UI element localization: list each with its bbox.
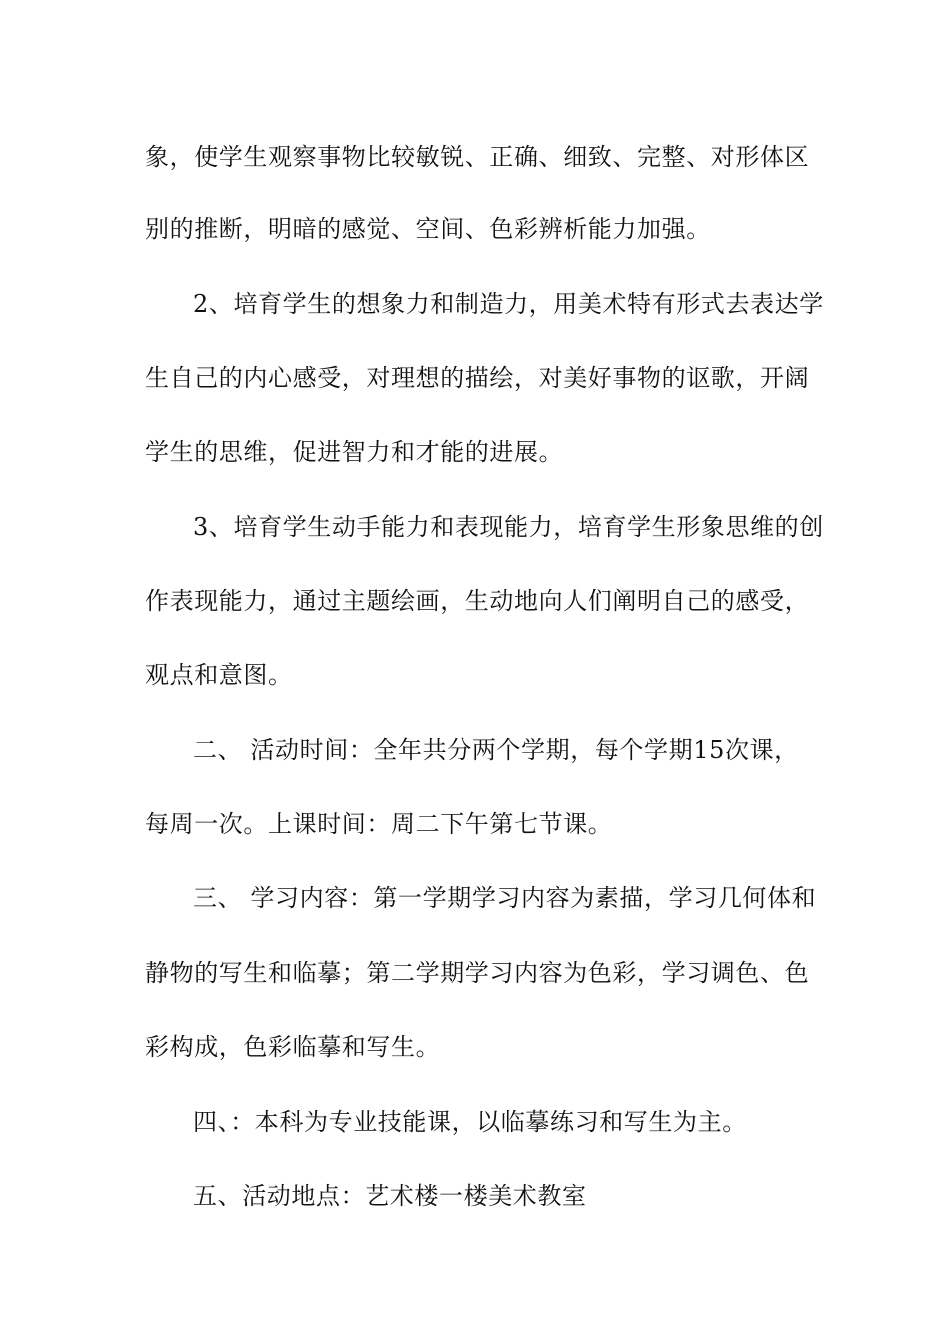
paragraph-3-line-1: 3、培育学生动手能力和表现能力，培育学生形象思维的创 [193,513,824,541]
paragraph-1-line-2: 别的推断，明暗的感觉、空间、色彩辨析能力加强。 [145,215,711,243]
paragraph-3-line-2: 作表现能力，通过主题绘画，生动地向人们阐明自己的感受， [145,587,810,615]
section-5-line-1: 五、活动地点：艺术楼一楼美术教室 [193,1182,587,1210]
section-3-line-2: 静物的写生和临摹；第二学期学习内容为色彩，学习调色、色 [145,959,810,987]
section-2-line-2: 每周一次。上课时间：周二下午第七节课。 [145,810,613,838]
section-4-line-1: 四、：本科为专业技能课，以临摹练习和写生为主。 [193,1108,747,1136]
paragraph-2-line-3: 学生的思维，促进智力和才能的进展。 [145,438,564,466]
section-3-line-3: 彩构成，色彩临摹和写生。 [145,1033,441,1061]
section-3-line-1: 三、 学习内容：第一学期学习内容为素描，学习几何体和 [193,884,817,912]
paragraph-2-line-2: 生自己的内心感受，对理想的描绘，对美好事物的讴歌，开阔 [145,364,810,392]
paragraph-2-line-1: 2、培育学生的想象力和制造力，用美术特有形式去表达学 [193,290,824,318]
paragraph-3-line-3: 观点和意图。 [145,661,293,689]
paragraph-1-line-1: 象，使学生观察事物比较敏锐、正确、细致、完整、对形体区 [145,143,810,171]
section-2-line-1: 二、 活动时间：全年共分两个学期，每个学期15次课， [193,736,799,764]
